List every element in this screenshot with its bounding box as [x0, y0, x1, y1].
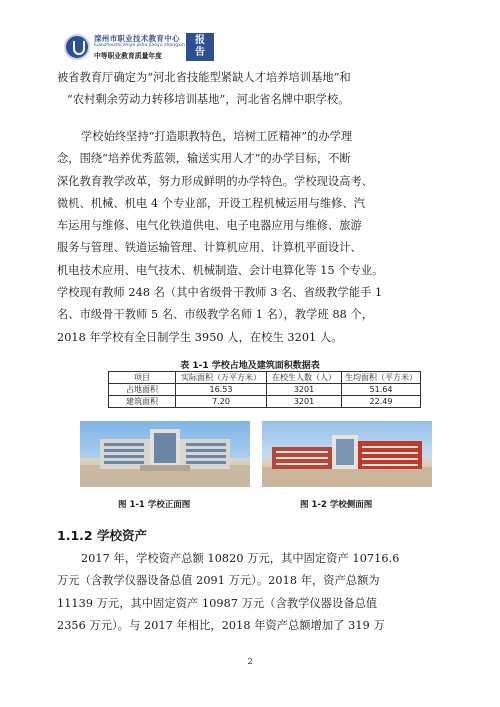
figure-caption: 图 1-2 学校侧面图	[300, 500, 373, 510]
body-line: 2017 年，学校资产总额 10820 万元，其中固定资产 10716.6	[81, 552, 400, 565]
report-header	[64, 33, 214, 63]
table-row	[109, 396, 421, 408]
intro-line: 被省教育厅确定为“河北省技能型紧缺人才培养培训基地”和	[57, 71, 351, 84]
header-pinyin: luanzhoushi zhiye jishu jiaoyu zhongxin	[94, 43, 185, 48]
figure-caption: 图 1-1 学校正面图	[118, 500, 191, 510]
body-line: 学校现有教师 248 名（其中省级骨干教师 3 名、省级教学能手 1	[57, 286, 383, 300]
section-heading: 1.1.2 学校资产	[57, 528, 147, 543]
body-line: 万元（含教学仪器设备总值 2091 万元）。2018 年，资产总额为	[57, 574, 380, 588]
body-line: 2018 年学校有全日制学生 3950 人，在校生 3201 人。	[57, 330, 343, 344]
table-header-row	[109, 372, 421, 384]
table-cell: 3201	[267, 384, 342, 396]
table-cell: 22.49	[342, 396, 421, 408]
intro-line: “农村剩余劳动力转移培训基地”，河北省名牌中职学校。	[67, 93, 350, 107]
intro-paragraph	[57, 67, 445, 112]
body-line: 2356 万元）。与 2017 年相比，2018 年资产总额增加了 319 万	[57, 618, 385, 632]
school-logo-icon	[64, 34, 90, 60]
body-line: 名、市级骨干教师 5 名、市级教学名师 1 名），教学班 88 个，	[57, 308, 374, 322]
body-line: 学校始终坚持“打造职教特色，培树工匠精神”的办学理	[81, 130, 353, 143]
table-cell: 占地面积	[109, 384, 176, 396]
body-line: 车运用与维修、电气化铁道供电、电子电器应用与维修、旅游	[57, 219, 362, 233]
table-cell: 7.20	[176, 396, 267, 408]
badge-line2: 告	[195, 47, 205, 58]
table-header-cell: 项目	[109, 372, 176, 384]
table-cell: 51.64	[342, 384, 421, 396]
school-philosophy-paragraph	[57, 126, 445, 349]
area-statistics-table	[108, 371, 421, 408]
body-line: 念，围绕“培养优秀蓝领，输送实用人才”的办学目标，不断	[57, 152, 351, 166]
body-line: 服务与管理、铁道运输管理、计算机应用、计算机平面设计、	[57, 241, 362, 255]
table-header-cell: 在校生人数（人）	[267, 372, 342, 384]
table-header-cell: 实际面积（万平方米）	[176, 372, 267, 384]
school-side-photo	[262, 421, 432, 487]
body-line: 机电技术应用、电气技术、机械制造、会计电算化等 15 个专业。	[57, 263, 384, 277]
report-badge	[186, 33, 214, 61]
table-cell: 建筑面积	[109, 396, 176, 408]
table-header-cell: 生均面积（平方米）	[342, 372, 421, 384]
school-front-photo	[80, 421, 250, 487]
badge-line1: 报	[195, 35, 205, 46]
body-line: 深化教育教学改革，努力形成鲜明的办学特色。学校现设高考、	[57, 174, 374, 188]
page-number: 2	[247, 657, 253, 666]
body-line: 微机、机械、机电 4 个专业部，开设工程机械运用与维修、汽	[57, 196, 366, 210]
table-caption: 表 1-1 学校占地及建筑面积数据表	[180, 361, 320, 371]
body-line: 11139 万元，其中固定资产 10987 万元（含教学仪器设备总值	[57, 596, 378, 610]
table-row	[109, 384, 421, 396]
assets-paragraph	[57, 548, 445, 637]
table-cell: 16.53	[176, 384, 267, 396]
header-title: 滦州市职业技术教育中心	[94, 34, 180, 43]
header-subtitle: 中等职业教育质量年度	[94, 52, 162, 60]
table-cell: 3201	[267, 396, 342, 408]
